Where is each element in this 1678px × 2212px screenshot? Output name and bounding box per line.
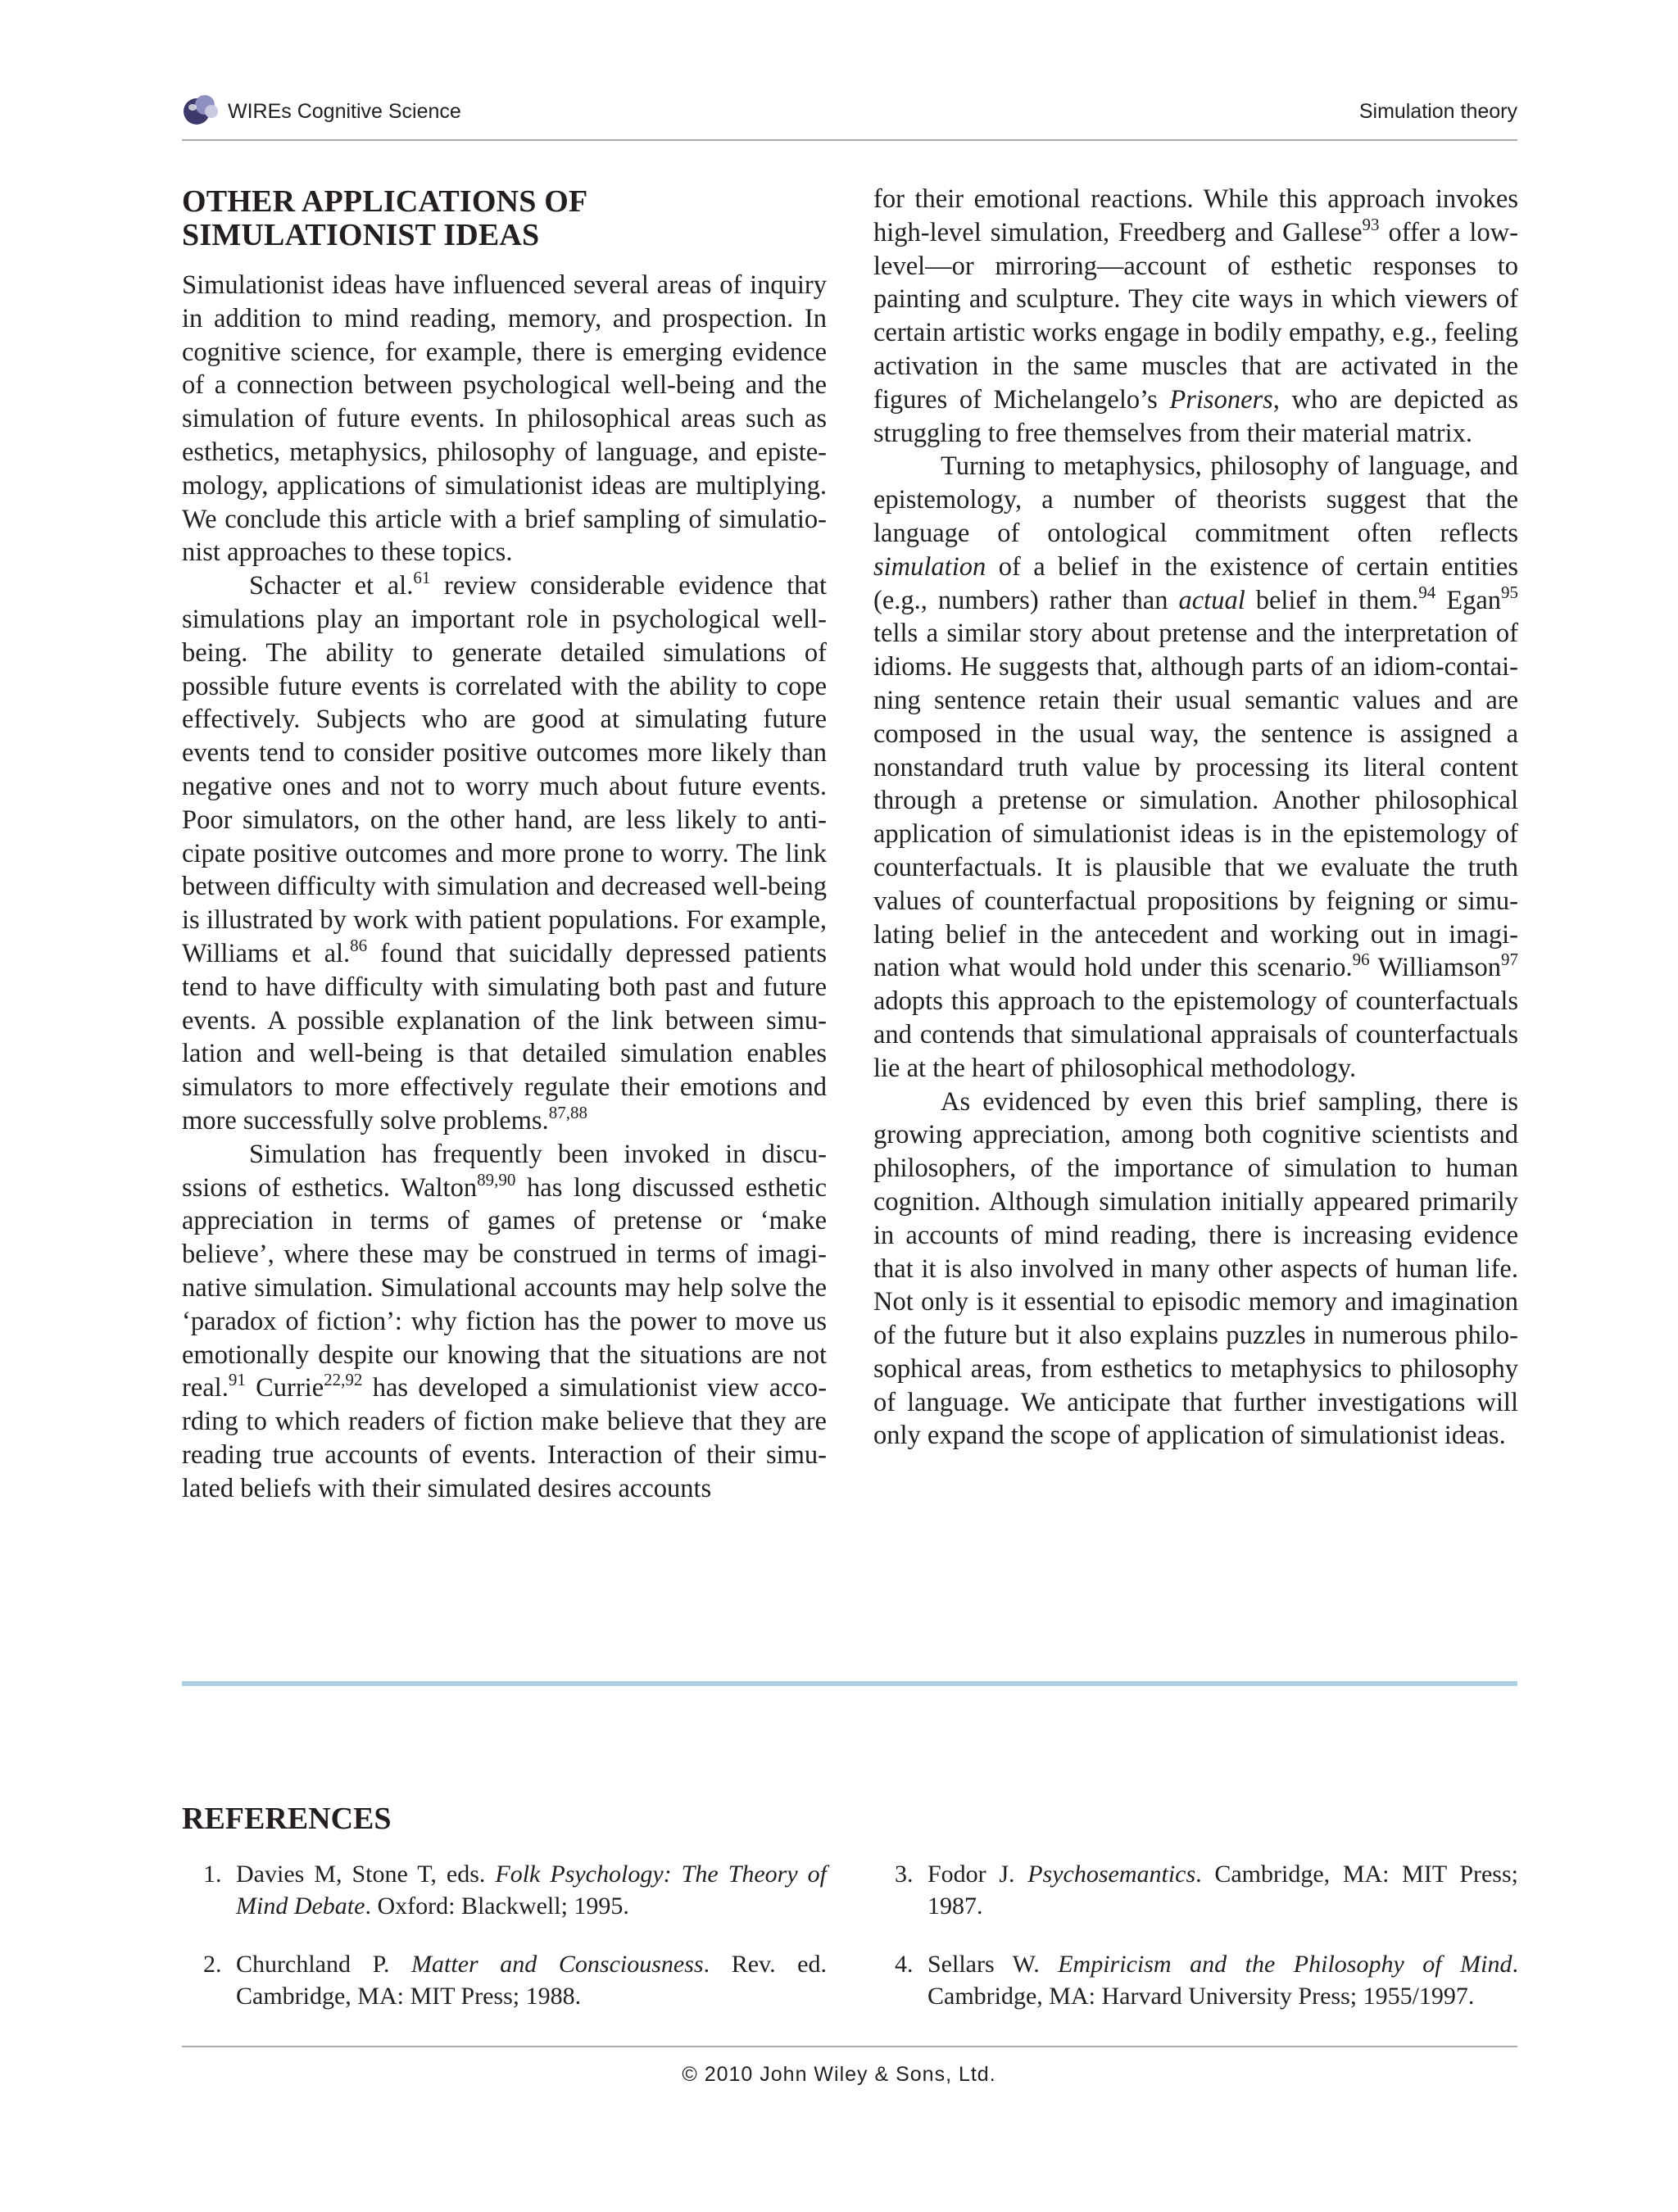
text-run: for their emotional reactions. While this approach invokes high-level simulation, Freedberg and Gallese	[873, 184, 1518, 247]
citation-superscript: 91	[228, 1370, 246, 1390]
reference-item	[873, 1858, 1518, 1922]
reference-number: 2.	[203, 1951, 222, 1978]
text-run: has long discussed esthetic appreciation in terms of games of pretense or ‘make believe’, where these may be construed in terms of imaginative simulation. Simulational accounts may help solve the ‘paradox of fiction’: why fiction has the power to move us emotionally despite our knowing that the situations are not real.	[182, 1172, 827, 1403]
reference-number: 3.	[895, 1861, 914, 1888]
text-run: Simulation has frequently been invoked in discussions of esthetics. Walton	[182, 1139, 827, 1203]
reference-item	[873, 1948, 1518, 2012]
text-run: As evidenced by even this brief sampling, there is growing appreciation, among both cognitive scientists and philosophers, of the importance of simulation to human cognition. Although simulation initially appeared primarily in accounts of mind reading, there is increasing evidence that it is also involved in many other aspects of human life. Not only is it essential to episodic memory and imagination of the future but it also explains puzzles in numerous philosophical areas, from esthetics to metaphysics to philosophy of language. We anticipate that further investigations will only expand the scope of application of simulationist ideas.	[873, 1086, 1518, 1451]
emphasis: simulation	[873, 551, 986, 582]
reference-text: . Cambridge, MA: MIT Press; 1987.	[927, 1861, 1518, 1920]
reference-title: Folk Psychology: The Theory of Mind Debate	[236, 1861, 827, 1920]
text-run: Williamson	[1369, 953, 1502, 983]
emphasis: actual	[1178, 585, 1245, 615]
right-column	[873, 183, 1518, 1453]
citation-superscript: 94	[1418, 582, 1436, 602]
citation-superscript: 93	[1362, 214, 1380, 234]
reference-item	[182, 1948, 827, 2012]
text-run: tells a similar story about pretense and the interpretation of idioms. He suggests that, although parts of an idiom-containing sentence retain their usual semantic values and are composed in the usual way, the sentence is assigned a nonstandard truth value by processing its literal content through a pretense or simulation. Another philosophical application of simulationist ideas is in the epistemology of counterfactuals. It is plausible that we evaluate the truth values of counterfactual propositions by feigning or simulating belief in the antecedent and working out in imagination what would hold under this scenario.	[873, 619, 1518, 983]
text-run: Simulationist ideas have influenced several areas of inquiry in addition to mind reading, memory, and prospection. In cognitive science, for example, there is emerging evidence of a connection between psychological well-being and the simulation of future events. In philosophical areas such as esthetics, metaphysics, philosophy of language, and epistemology, applications of simulationist ideas are multiplying. We conclude this article with a brief sampling of simulationist approaches to these topics.	[182, 270, 827, 568]
reference-title: Empiricism and the Philosophy of Mind	[1058, 1951, 1512, 1978]
paragraph	[873, 1086, 1518, 1453]
citation-superscript: 95	[1501, 582, 1518, 602]
reference-text: Sellars W.	[927, 1951, 1059, 1978]
emphasis: Prisoners	[1169, 384, 1273, 415]
citation-superscript: 61	[413, 568, 431, 588]
paragraph	[873, 183, 1518, 450]
section-heading: OTHER APPLICATIONS OF SIMULATIONIST IDEAS	[182, 184, 587, 252]
citation-superscript: 89,90	[477, 1169, 516, 1190]
reference-item	[182, 1858, 827, 1922]
page-header	[182, 93, 1517, 141]
left-column	[182, 185, 827, 1505]
reference-text: . Rev. ed. Cambridge, MA: MIT Press; 1988.	[236, 1951, 827, 2010]
text-run: Schacter et al.	[249, 571, 414, 601]
citation-superscript: 96	[1352, 950, 1370, 970]
citation-superscript: 87,88	[548, 1102, 587, 1122]
journal-name: WIREs Cognitive Science	[228, 100, 461, 123]
text-run: of a belief in the existence of certain entities (e.g., numbers) rather than	[873, 551, 1518, 615]
reference-text: Churchland P.	[236, 1951, 412, 1978]
paragraph	[182, 269, 827, 569]
reference-title: Psychosemantics	[1027, 1861, 1196, 1888]
citation-superscript: 86	[350, 935, 368, 955]
running-title: Simulation theory	[1358, 100, 1517, 123]
reference-text: . Cambridge, MA: Harvard University Press; 1955/1997.	[927, 1951, 1519, 2010]
reference-title: Matter and Consciousness	[411, 1951, 704, 1978]
section-divider	[182, 1681, 1517, 1686]
text-run: adopts this approach to the epistemology of counterfactuals and contends that simulational appraisals of counterfactuals lie at the heart of philosophical methodology.	[873, 986, 1518, 1083]
paragraph	[182, 569, 827, 1138]
reference-text: Fodor J.	[927, 1861, 1028, 1888]
text-run: Egan	[1435, 585, 1501, 615]
text-run: Turning to metaphysics, philosophy of language, and epistemology, a number of theorists suggest that the language of ontological commitment often reflects	[873, 451, 1518, 548]
text-run: , who are depicted as struggling to free themselves from their material matrix.	[873, 384, 1518, 448]
text-run: review considerable evidence that simulations play an important role in psychological well-being. The ability to generate detailed simulations of possible future events is correlated with the ability to cope effectively. Subjects who are good at simulating future events tend to consider positive outcomes more likely than negative ones and not to worry much about future events. Poor simulators, on the other hand, are less likely to anticipate positive outcomes and more prone to worry. The link between difficulty with simulation and decreased well-being is illustrated by work with patient populations. For example, Williams et al.	[182, 571, 827, 968]
paragraph	[873, 450, 1518, 1085]
citation-superscript: 97	[1501, 950, 1519, 970]
text-run: Currie	[245, 1373, 324, 1403]
text-run: found that suicidally depressed patients tend to have difficulty with simulating both past and future events. A possible explanation of the link between simulation and well-being is that detailed simulation enables simulators to more effectively regulate their emotions and more successfully solve problems.	[182, 938, 827, 1135]
text-run: offer a low-level—or mirroring—account of esthetic responses to painting and sculpture. They cite ways in which viewers of certain artistic works engage in bodily empathy, e.g., feeling activation in the same muscles that are activated in the figures of Michelangelo’s	[873, 217, 1518, 415]
reference-number: 1.	[203, 1861, 222, 1888]
reference-text: Davies M, Stone T, eds.	[236, 1861, 496, 1888]
citation-superscript: 22,92	[324, 1370, 363, 1390]
text-run: has developed a simulationist view according to which readers of fiction make believe that they are reading true accounts of events. Interaction of their simulated beliefs with their simulated desires accounts	[182, 1373, 828, 1503]
reference-text: . Oxford: Blackwell; 1995.	[365, 1892, 629, 1920]
reference-list-right	[873, 1858, 1518, 2038]
paragraph	[182, 1138, 827, 1506]
footer-divider	[182, 2046, 1517, 2047]
text-run: belief in them.	[1245, 585, 1419, 615]
reference-number: 4.	[895, 1951, 914, 1978]
copyright-footer: © 2010 John Wiley & Sons, Ltd.	[682, 2063, 996, 2086]
reference-list-left	[182, 1858, 827, 2038]
references-heading: REFERENCES	[182, 1802, 392, 1836]
wires-globe-icon	[182, 93, 220, 126]
